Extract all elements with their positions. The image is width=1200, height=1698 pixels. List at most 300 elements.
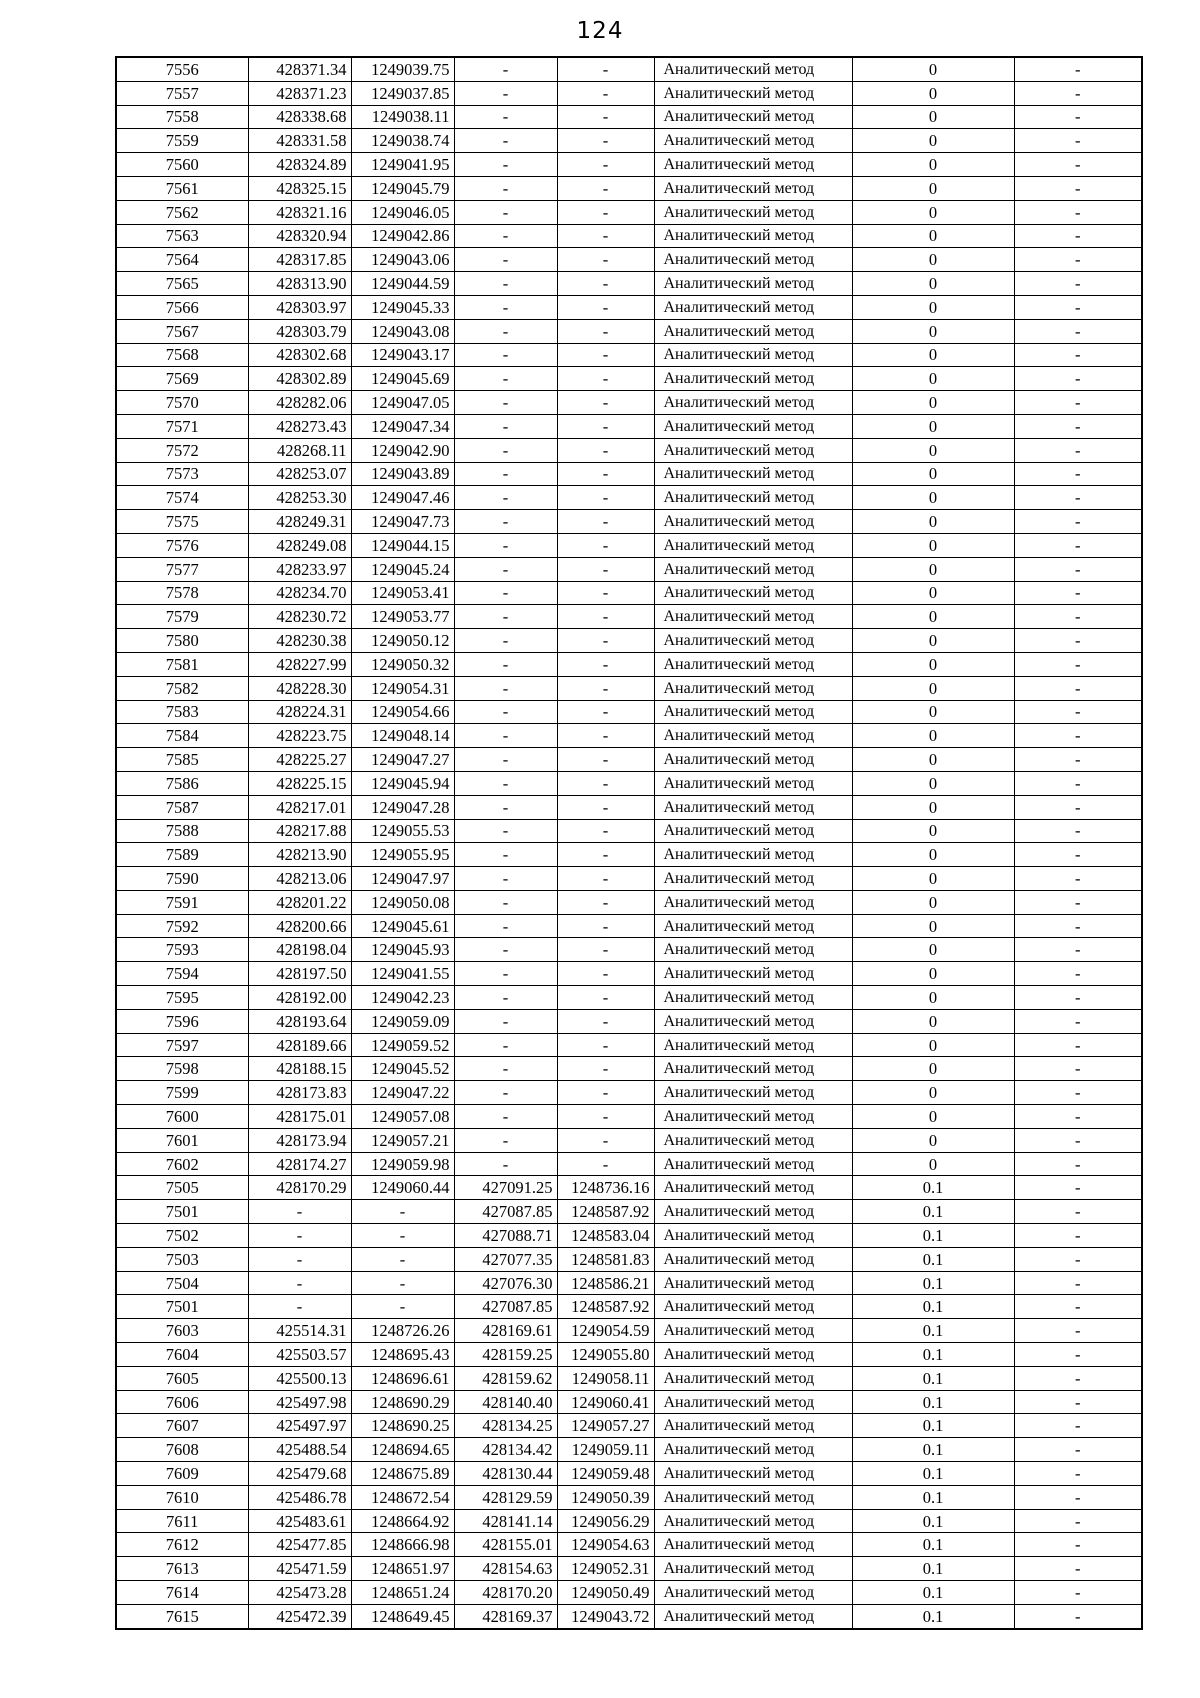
y-coord-cell: 1249041.95 [351,153,454,177]
x-coord-cell: 428200.66 [248,914,351,938]
y2-coord-cell: - [557,629,654,653]
accuracy-cell: 0 [852,724,1014,748]
x2-coord-cell: 428155.01 [454,1533,557,1557]
point-number-cell: 7574 [116,486,248,510]
note-cell: - [1014,1533,1142,1557]
accuracy-cell: 0.1 [852,1485,1014,1509]
method-cell: Аналитический метод [654,890,852,914]
y2-coord-cell: - [557,81,654,105]
y-coord-cell: 1249059.98 [351,1152,454,1176]
accuracy-cell: 0 [852,510,1014,534]
x2-coord-cell: - [454,1033,557,1057]
y-coord-cell: 1249039.75 [351,57,454,81]
method-cell: Аналитический метод [654,272,852,296]
accuracy-cell: 0.1 [852,1176,1014,1200]
x2-coord-cell: - [454,319,557,343]
point-number-cell: 7580 [116,629,248,653]
point-number-cell: 7572 [116,438,248,462]
note-cell: - [1014,1438,1142,1462]
y2-coord-cell: - [557,153,654,177]
x-coord-cell: 428249.31 [248,510,351,534]
x2-coord-cell: 428169.37 [454,1604,557,1628]
table-row [116,700,1142,724]
x-coord-cell: 428317.85 [248,248,351,272]
y2-coord-cell: - [557,700,654,724]
note-cell: - [1014,81,1142,105]
x-coord-cell: 428249.08 [248,533,351,557]
accuracy-cell: 0 [852,1081,1014,1105]
accuracy-cell: 0 [852,581,1014,605]
accuracy-cell: 0 [852,319,1014,343]
note-cell: - [1014,1390,1142,1414]
y2-coord-cell: 1248583.04 [557,1224,654,1248]
note-cell: - [1014,629,1142,653]
x-coord-cell: 425471.59 [248,1557,351,1581]
x2-coord-cell: 427091.25 [454,1176,557,1200]
method-cell: Аналитический метод [654,438,852,462]
x2-coord-cell: 427076.30 [454,1271,557,1295]
method-cell: Аналитический метод [654,153,852,177]
method-cell: Аналитический метод [654,819,852,843]
accuracy-cell: 0 [852,1057,1014,1081]
x-coord-cell: 428273.43 [248,414,351,438]
y-coord-cell: 1249047.28 [351,795,454,819]
table-row [116,724,1142,748]
x2-coord-cell: - [454,295,557,319]
y-coord-cell: 1249053.77 [351,605,454,629]
point-number-cell: 7502 [116,1224,248,1248]
x-coord-cell: 428198.04 [248,938,351,962]
x-coord-cell: 425500.13 [248,1366,351,1390]
y2-coord-cell: 1248587.92 [557,1200,654,1224]
accuracy-cell: 0 [852,486,1014,510]
method-cell: Аналитический метод [654,1319,852,1343]
method-cell: Аналитический метод [654,81,852,105]
x2-coord-cell: 428154.63 [454,1557,557,1581]
table-row [116,462,1142,486]
point-number-cell: 7612 [116,1533,248,1557]
point-number-cell: 7615 [116,1604,248,1628]
table-row [116,1319,1142,1343]
note-cell: - [1014,581,1142,605]
y2-coord-cell: - [557,105,654,129]
table-row [116,176,1142,200]
method-cell: Аналитический метод [654,700,852,724]
y-coord-cell: 1249044.59 [351,272,454,296]
y2-coord-cell: - [557,962,654,986]
y2-coord-cell: - [557,795,654,819]
accuracy-cell: 0.1 [852,1319,1014,1343]
point-number-cell: 7592 [116,914,248,938]
accuracy-cell: 0 [852,1152,1014,1176]
method-cell: Аналитический метод [654,843,852,867]
y2-coord-cell: 1249060.41 [557,1390,654,1414]
x-coord-cell: 428302.89 [248,367,351,391]
y-coord-cell: - [351,1247,454,1271]
x-coord-cell: - [248,1247,351,1271]
x2-coord-cell: - [454,1081,557,1105]
note-cell: - [1014,1343,1142,1367]
x-coord-cell: 428223.75 [248,724,351,748]
method-cell: Аналитический метод [654,914,852,938]
point-number-cell: 7584 [116,724,248,748]
x-coord-cell: 428303.79 [248,319,351,343]
point-number-cell: 7596 [116,1009,248,1033]
accuracy-cell: 0 [852,914,1014,938]
x2-coord-cell: - [454,105,557,129]
note-cell: - [1014,272,1142,296]
point-number-cell: 7569 [116,367,248,391]
x2-coord-cell: - [454,462,557,486]
table-row [116,533,1142,557]
x2-coord-cell: - [454,938,557,962]
y-coord-cell: 1249045.79 [351,176,454,200]
x2-coord-cell: - [454,1128,557,1152]
note-cell: - [1014,1224,1142,1248]
point-number-cell: 7578 [116,581,248,605]
note-cell: - [1014,295,1142,319]
point-number-cell: 7573 [116,462,248,486]
method-cell: Аналитический метод [654,1343,852,1367]
y2-coord-cell: - [557,486,654,510]
note-cell: - [1014,343,1142,367]
point-number-cell: 7613 [116,1557,248,1581]
x-coord-cell: 428282.06 [248,391,351,415]
y-coord-cell: 1249042.86 [351,224,454,248]
method-cell: Аналитический метод [654,1247,852,1271]
y2-coord-cell: - [557,676,654,700]
x2-coord-cell: - [454,962,557,986]
x-coord-cell: 428224.31 [248,700,351,724]
y-coord-cell: 1249047.46 [351,486,454,510]
y-coord-cell: 1248726.26 [351,1319,454,1343]
x-coord-cell: 428170.29 [248,1176,351,1200]
note-cell: - [1014,1081,1142,1105]
note-cell: - [1014,224,1142,248]
accuracy-cell: 0 [852,867,1014,891]
table-row [116,1343,1142,1367]
x-coord-cell: 425473.28 [248,1581,351,1605]
table-row [116,1033,1142,1057]
x-coord-cell: 428253.30 [248,486,351,510]
point-number-cell: 7606 [116,1390,248,1414]
method-cell: Аналитический метод [654,1224,852,1248]
point-number-cell: 7591 [116,890,248,914]
y2-coord-cell: 1249059.11 [557,1438,654,1462]
table-row [116,938,1142,962]
x2-coord-cell: - [454,867,557,891]
accuracy-cell: 0 [852,962,1014,986]
point-number-cell: 7607 [116,1414,248,1438]
table-row [116,1390,1142,1414]
y-coord-cell: 1248666.98 [351,1533,454,1557]
y2-coord-cell: 1249054.59 [557,1319,654,1343]
table-row [116,771,1142,795]
y2-coord-cell: 1248736.16 [557,1176,654,1200]
point-number-cell: 7581 [116,652,248,676]
method-cell: Аналитический метод [654,1533,852,1557]
accuracy-cell: 0 [852,676,1014,700]
accuracy-cell: 0.1 [852,1414,1014,1438]
y-coord-cell: 1249054.31 [351,676,454,700]
note-cell: - [1014,391,1142,415]
x2-coord-cell: 427077.35 [454,1247,557,1271]
y-coord-cell: 1249045.93 [351,938,454,962]
x2-coord-cell: - [454,986,557,1010]
note-cell: - [1014,962,1142,986]
point-number-cell: 7505 [116,1176,248,1200]
y-coord-cell: 1249057.08 [351,1105,454,1129]
x-coord-cell: 428325.15 [248,176,351,200]
x2-coord-cell: - [454,652,557,676]
table-row [116,890,1142,914]
method-cell: Аналитический метод [654,1485,852,1509]
x-coord-cell: 428338.68 [248,105,351,129]
x-coord-cell: 428175.01 [248,1105,351,1129]
y-coord-cell: 1249055.95 [351,843,454,867]
table-row [116,1081,1142,1105]
accuracy-cell: 0.1 [852,1533,1014,1557]
y2-coord-cell: - [557,367,654,391]
y-coord-cell: 1248695.43 [351,1343,454,1367]
x2-coord-cell: - [454,414,557,438]
x2-coord-cell: - [454,676,557,700]
x-coord-cell: 428174.27 [248,1152,351,1176]
point-number-cell: 7611 [116,1509,248,1533]
point-number-cell: 7575 [116,510,248,534]
note-cell: - [1014,914,1142,938]
x-coord-cell: 425477.85 [248,1533,351,1557]
accuracy-cell: 0 [852,438,1014,462]
y-coord-cell: 1249043.89 [351,462,454,486]
y-coord-cell: 1249047.05 [351,391,454,415]
x2-coord-cell: - [454,343,557,367]
point-number-cell: 7564 [116,248,248,272]
x2-coord-cell: - [454,153,557,177]
x-coord-cell: 428230.72 [248,605,351,629]
y2-coord-cell: - [557,557,654,581]
x-coord-cell: - [248,1200,351,1224]
accuracy-cell: 0 [852,200,1014,224]
accuracy-cell: 0.1 [852,1581,1014,1605]
method-cell: Аналитический метод [654,533,852,557]
point-number-cell: 7610 [116,1485,248,1509]
method-cell: Аналитический метод [654,176,852,200]
table-row [116,319,1142,343]
table-body [116,57,1142,1629]
point-number-cell: 7560 [116,153,248,177]
accuracy-cell: 0 [852,1033,1014,1057]
table-row [116,391,1142,415]
y2-coord-cell: - [557,748,654,772]
point-number-cell: 7501 [116,1295,248,1319]
y-coord-cell: 1249057.21 [351,1128,454,1152]
note-cell: - [1014,1557,1142,1581]
method-cell: Аналитический метод [654,1271,852,1295]
x-coord-cell: 428213.90 [248,843,351,867]
accuracy-cell: 0 [852,795,1014,819]
x-coord-cell: - [248,1271,351,1295]
y2-coord-cell: - [557,414,654,438]
y-coord-cell: 1249048.14 [351,724,454,748]
table-row [116,1581,1142,1605]
accuracy-cell: 0 [852,57,1014,81]
method-cell: Аналитический метод [654,200,852,224]
y2-coord-cell: - [557,652,654,676]
method-cell: Аналитический метод [654,962,852,986]
y2-coord-cell: 1248581.83 [557,1247,654,1271]
note-cell: - [1014,57,1142,81]
y-coord-cell: 1249042.23 [351,986,454,1010]
y-coord-cell: 1248649.45 [351,1604,454,1628]
x2-coord-cell: - [454,533,557,557]
y2-coord-cell: - [557,200,654,224]
y2-coord-cell: - [557,533,654,557]
x2-coord-cell: - [454,819,557,843]
y-coord-cell: 1249045.61 [351,914,454,938]
x-coord-cell: 428253.07 [248,462,351,486]
accuracy-cell: 0 [852,248,1014,272]
accuracy-cell: 0 [852,1128,1014,1152]
accuracy-cell: 0.1 [852,1390,1014,1414]
y2-coord-cell: 1249055.80 [557,1343,654,1367]
table-row [116,1462,1142,1486]
method-cell: Аналитический метод [654,1295,852,1319]
x-coord-cell: 428173.94 [248,1128,351,1152]
x2-coord-cell: - [454,486,557,510]
table-row [116,605,1142,629]
table-row [116,1200,1142,1224]
x2-coord-cell: - [454,581,557,605]
y-coord-cell: 1248672.54 [351,1485,454,1509]
y-coord-cell: 1248690.29 [351,1390,454,1414]
point-number-cell: 7586 [116,771,248,795]
x-coord-cell: - [248,1224,351,1248]
x2-coord-cell: 428134.25 [454,1414,557,1438]
table-row [116,1057,1142,1081]
note-cell: - [1014,1509,1142,1533]
y2-coord-cell: - [557,581,654,605]
method-cell: Аналитический метод [654,1557,852,1581]
table-row [116,57,1142,81]
method-cell: Аналитический метод [654,1438,852,1462]
note-cell: - [1014,724,1142,748]
table-row [116,81,1142,105]
y-coord-cell: - [351,1295,454,1319]
point-number-cell: 7562 [116,200,248,224]
x-coord-cell: 428192.00 [248,986,351,1010]
x2-coord-cell: - [454,795,557,819]
table-row [116,105,1142,129]
note-cell: - [1014,414,1142,438]
point-number-cell: 7609 [116,1462,248,1486]
note-cell: - [1014,1462,1142,1486]
table-row [116,1224,1142,1248]
table-row [116,581,1142,605]
point-number-cell: 7588 [116,819,248,843]
y-coord-cell: - [351,1224,454,1248]
point-number-cell: 7602 [116,1152,248,1176]
x-coord-cell: 425479.68 [248,1462,351,1486]
y2-coord-cell: 1249050.49 [557,1581,654,1605]
table-row [116,1509,1142,1533]
y-coord-cell: 1249043.17 [351,343,454,367]
y2-coord-cell: - [557,129,654,153]
y2-coord-cell: - [557,343,654,367]
point-number-cell: 7583 [116,700,248,724]
x2-coord-cell: 428140.40 [454,1390,557,1414]
accuracy-cell: 0 [852,343,1014,367]
x-coord-cell: 425488.54 [248,1438,351,1462]
point-number-cell: 7504 [116,1271,248,1295]
x-coord-cell: 428217.01 [248,795,351,819]
accuracy-cell: 0.1 [852,1200,1014,1224]
method-cell: Аналитический метод [654,1057,852,1081]
accuracy-cell: 0 [852,105,1014,129]
x-coord-cell: 425497.97 [248,1414,351,1438]
table-row [116,1152,1142,1176]
y2-coord-cell: 1249056.29 [557,1509,654,1533]
y2-coord-cell: 1249052.31 [557,1557,654,1581]
point-number-cell: 7593 [116,938,248,962]
x2-coord-cell: - [454,200,557,224]
table-row [116,1438,1142,1462]
note-cell: - [1014,533,1142,557]
method-cell: Аналитический метод [654,1390,852,1414]
method-cell: Аналитический метод [654,295,852,319]
y2-coord-cell: - [557,914,654,938]
note-cell: - [1014,438,1142,462]
x2-coord-cell: - [454,1152,557,1176]
table-row [116,438,1142,462]
x-coord-cell: 425486.78 [248,1485,351,1509]
y-coord-cell: - [351,1271,454,1295]
method-cell: Аналитический метод [654,1033,852,1057]
method-cell: Аналитический метод [654,1604,852,1628]
accuracy-cell: 0 [852,367,1014,391]
point-number-cell: 7590 [116,867,248,891]
x-coord-cell: 428268.11 [248,438,351,462]
table-row [116,367,1142,391]
accuracy-cell: 0 [852,414,1014,438]
note-cell: - [1014,1319,1142,1343]
table-row [116,1176,1142,1200]
method-cell: Аналитический метод [654,1200,852,1224]
x-coord-cell: 428193.64 [248,1009,351,1033]
x-coord-cell: 425503.57 [248,1343,351,1367]
table-row [116,676,1142,700]
accuracy-cell: 0.1 [852,1366,1014,1390]
table-row [116,1485,1142,1509]
x-coord-cell: 425497.98 [248,1390,351,1414]
method-cell: Аналитический метод [654,1152,852,1176]
point-number-cell: 7594 [116,962,248,986]
accuracy-cell: 0 [852,129,1014,153]
accuracy-cell: 0 [852,391,1014,415]
method-cell: Аналитический метод [654,367,852,391]
y2-coord-cell: - [557,1105,654,1129]
y2-coord-cell: - [557,843,654,867]
method-cell: Аналитический метод [654,1081,852,1105]
table-row [116,272,1142,296]
x-coord-cell: 428201.22 [248,890,351,914]
method-cell: Аналитический метод [654,224,852,248]
method-cell: Аналитический метод [654,1414,852,1438]
y-coord-cell: 1249045.33 [351,295,454,319]
y-coord-cell: 1249050.08 [351,890,454,914]
y2-coord-cell: 1249043.72 [557,1604,654,1628]
y2-coord-cell: - [557,176,654,200]
